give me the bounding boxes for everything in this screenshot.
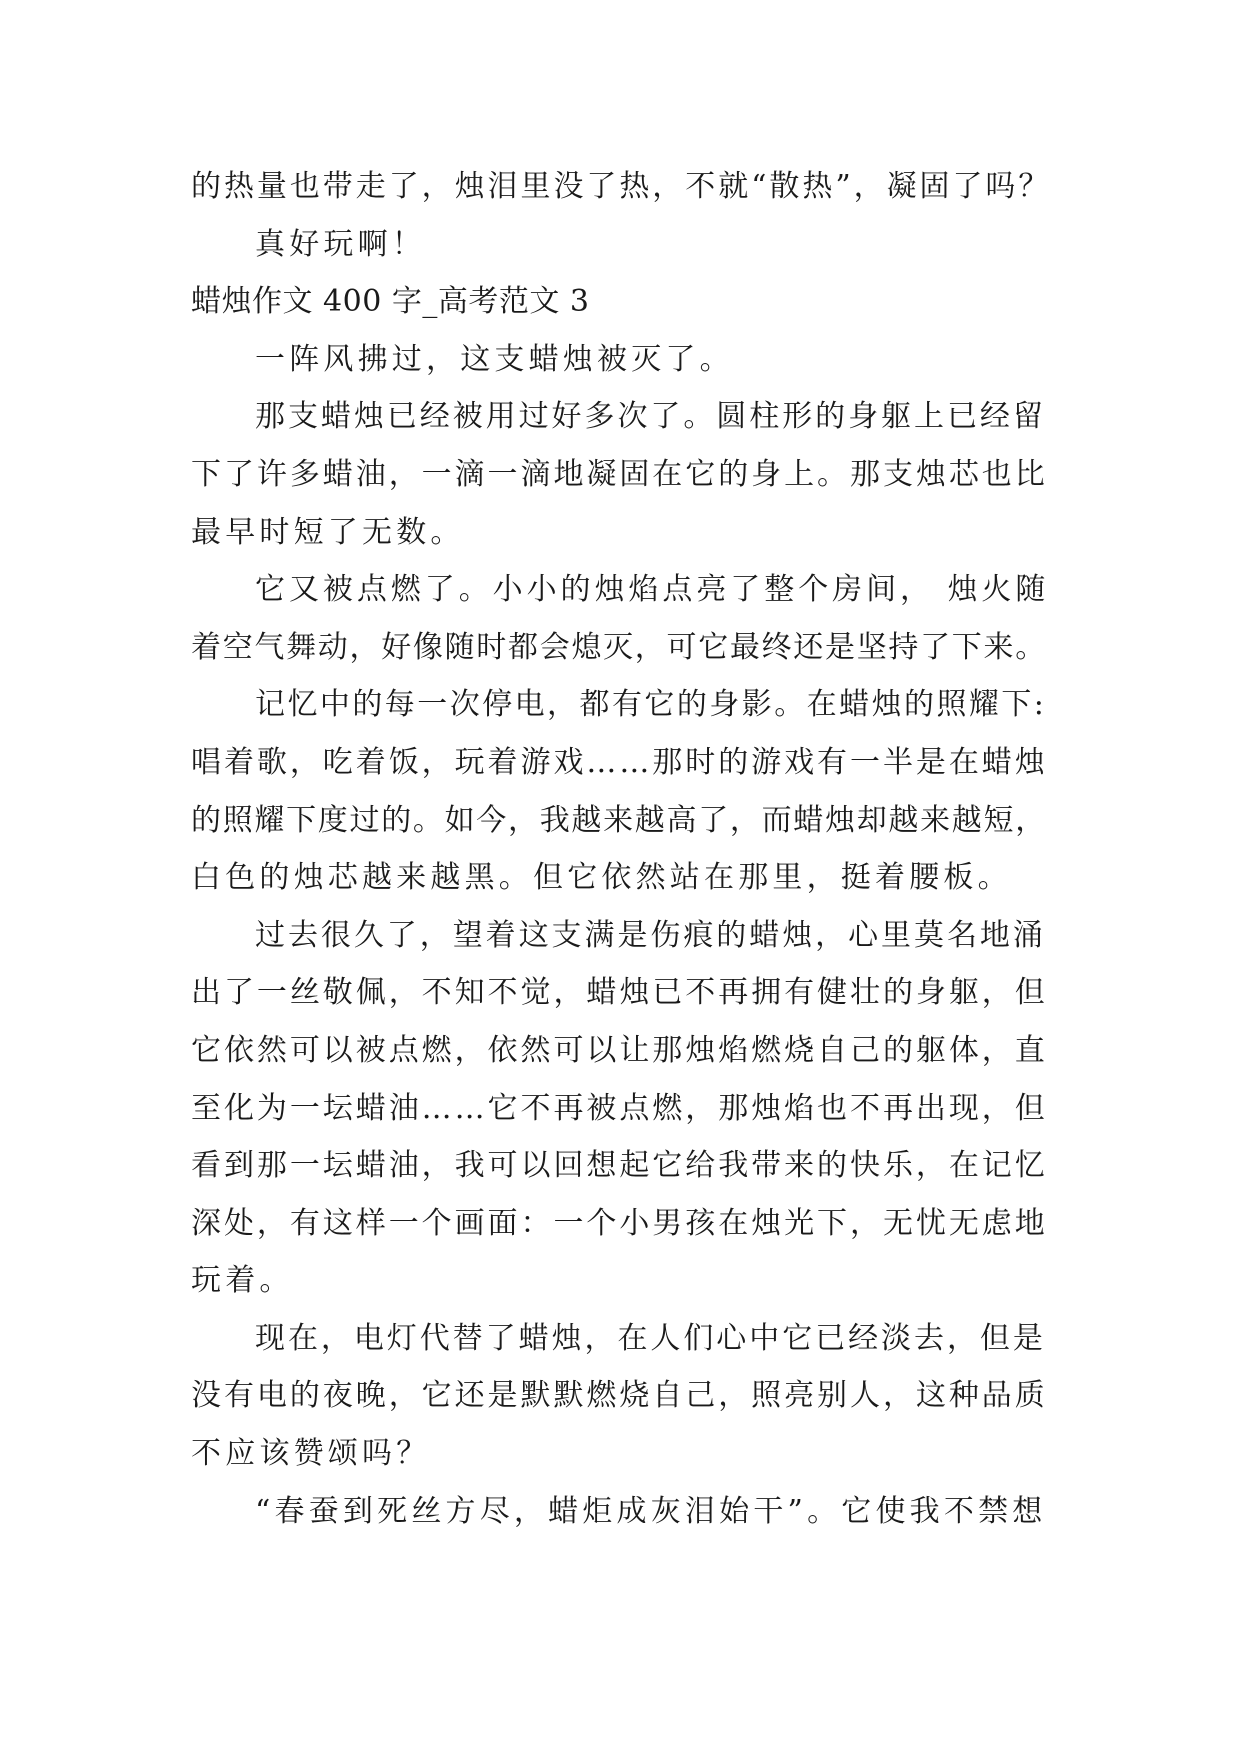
text-line: 过去很久了，望着这支满是伤痕的蜡烛，心里莫名地涌	[255, 917, 1046, 953]
text-line: 的照耀下度过的。如今，我越来越高了，而蜡烛却越来越短，	[191, 802, 1047, 838]
text-line: 真好玩啊！	[255, 226, 426, 262]
text-line: 最早时短了无数。	[191, 514, 465, 550]
text-line: 那支蜡烛已经被用过好多次了。圆柱形的身躯上已经留	[255, 399, 1046, 435]
section-heading: 蜡烛作文 400 字_高考范文 3	[191, 284, 590, 320]
text-line: 深处，有这样一个画面：一个小男孩在烛光下，无忧无虑地	[191, 1205, 1048, 1241]
text-line: 的热量也带走了，烛泪里没了热，不就“散热”，凝固了吗？	[191, 169, 1052, 204]
essay-text	[191, 158, 1051, 1540]
text-line: 没有电的夜晚，它还是默默燃烧自己，照亮别人，这种品质	[191, 1378, 1048, 1414]
text-line: 着空气舞动，好像随时都会熄灭，可它最终还是坚持了下来。	[191, 629, 1047, 665]
text-line: “春蚕到死丝方尽，蜡炬成灰泪始干”。它使我不禁想	[255, 1493, 1047, 1529]
text-line: 记忆中的每一次停电，都有它的身影。在蜡烛的照耀下:	[255, 687, 1047, 723]
text-line: 唱着歌，吃着饭，玩着游戏……那时的游戏有一半是在蜡烛	[191, 744, 1048, 780]
text-line: 玩着。	[191, 1263, 294, 1299]
text-line: 白色的烛芯越来越黑。但它依然站在那里，挺着腰板。	[191, 860, 1012, 896]
text-line: 一阵风拂过，这支蜡烛被灭了。	[255, 341, 734, 377]
text-line: 看到那一坛蜡油，我可以回想起它给我带来的快乐，在记忆	[191, 1148, 1048, 1184]
text-line: 下了许多蜡油，一滴一滴地凝固在它的身上。那支烛芯也比	[191, 456, 1048, 492]
text-line: 现在，电灯代替了蜡烛，在人们心中它已经淡去，但是	[255, 1320, 1046, 1356]
text-line: 它又被点燃了。小小的烛焰点亮了整个房间， 烛火随	[255, 572, 1050, 608]
text-line: 不应该赞颂吗？	[191, 1436, 431, 1472]
text-line: 至化为一坛蜡油……它不再被点燃，那烛焰也不再出现，但	[191, 1090, 1048, 1126]
text-line: 出了一丝敬佩，不知不觉，蜡烛已不再拥有健壮的身躯，但	[191, 975, 1048, 1011]
text-line: 它依然可以被点燃，依然可以让那烛焰燃烧自己的躯体，直	[191, 1032, 1048, 1068]
